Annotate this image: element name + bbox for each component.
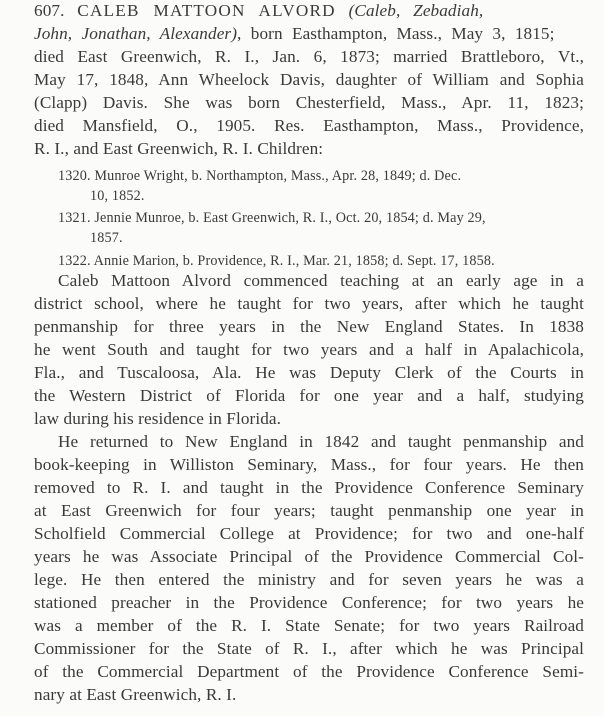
- entry-bio-line: May 17, 1848, Ann Wheelock Davis, daughter of William and Sophia: [34, 70, 584, 89]
- paragraph-2-line: Commissioner for the State of R. I., after which he was Principal: [34, 639, 584, 658]
- entry-name: CALEB MATTOON ALVORD: [77, 1, 336, 20]
- entry-parents-part2: John, Jonathan, Alexander): [34, 24, 238, 43]
- child-text: Jennie Munroe, b. East Greenwich, R. I., Oct. 20, 1854; d. May 29,: [94, 210, 486, 226]
- paragraph-1-line: he went South and taught for two years and a half in Apalachicola,: [34, 340, 584, 359]
- paragraph-2-line: nary at East Greenwich, R. I.: [34, 685, 237, 704]
- entry-bio-0: , born Easthampton, Mass., May 3, 1815;: [237, 24, 555, 43]
- child-entry-continuation: 1857.: [90, 230, 123, 246]
- entry-bio-line: died East Greenwich, R. I., Jan. 6, 1873; married Brattleboro, Vt.,: [34, 47, 584, 66]
- entry-number: 607.: [34, 1, 65, 20]
- child-number: 1320.: [58, 168, 91, 184]
- paragraph-1-line: district school, where he taught for two years, after which he taught: [34, 294, 584, 313]
- paragraph-2-line: Scholfield Commercial College at Providence; for two and one-half: [34, 524, 584, 543]
- child-entry: [58, 250, 604, 272]
- child-number: 1321.: [58, 210, 91, 226]
- entry-second-line: [34, 23, 555, 45]
- paragraph-2-line: removed to R. I. and taught in the Providence Conference Seminary: [34, 478, 584, 497]
- paragraph-2-line: book-keeping in Williston Seminary, Mass., for four years. He then: [34, 455, 584, 474]
- entry-bio-line: (Clapp) Davis. She was born Chesterfield, Mass., Apr. 11, 1823;: [34, 93, 584, 112]
- paragraph-1-line: Fla., and Tuscaloosa, Ala. He was Deputy Clerk of the Courts in: [34, 363, 584, 382]
- paragraph-2-line: of the Commercial Department of the Providence Conference Semi-: [34, 662, 584, 681]
- paragraph-1-line: the Western District of Florida for one year and a half, studying: [34, 386, 584, 405]
- paragraph-1-line: penmanship for three years in the New England States. In 1838: [34, 317, 584, 336]
- paragraph-2-line: He returned to New England in 1842 and taught penmanship and: [58, 432, 584, 451]
- child-text: Annie Marion, b. Providence, R. I., Mar. 21, 1858; d. Sept. 17, 1858.: [93, 253, 495, 269]
- paragraph-2-line: was a member of the R. I. State Senate; for two years Railroad: [34, 616, 584, 635]
- entry-parents-part1: (Caleb, Zebadiah,: [348, 1, 484, 20]
- child-entry-continuation: 10, 1852.: [90, 188, 145, 204]
- paragraph-2-line: at East Greenwich for four years; taught penmanship one year in: [34, 501, 584, 520]
- entry-bio-line: R. I., and East Greenwich, R. I. Children:: [34, 139, 324, 158]
- paragraph-2-line: lege. He then entered the ministry and for seven years he was a: [34, 570, 584, 589]
- paragraph-2-line: stationed preacher in the Providence Conference; for two years he: [34, 593, 584, 612]
- paragraph-1-line: Caleb Mattoon Alvord commenced teaching at an early age in a: [58, 271, 584, 290]
- paragraph-2-line: years he was Associate Principal of the Providence Commercial Col-: [34, 547, 584, 566]
- child-entry: [58, 207, 604, 229]
- paragraph-1-line: law during his residence in Florida.: [34, 409, 282, 428]
- child-number: 1322.: [58, 253, 91, 269]
- entry-first-line: [34, 0, 483, 22]
- child-text: Munroe Wright, b. Northampton, Mass., Apr. 28, 1849; d. Dec.: [94, 168, 462, 184]
- child-entry: [58, 165, 604, 187]
- entry-bio-line: died Mansfield, O., 1905. Res. Easthampton, Mass., Providence,: [34, 116, 584, 135]
